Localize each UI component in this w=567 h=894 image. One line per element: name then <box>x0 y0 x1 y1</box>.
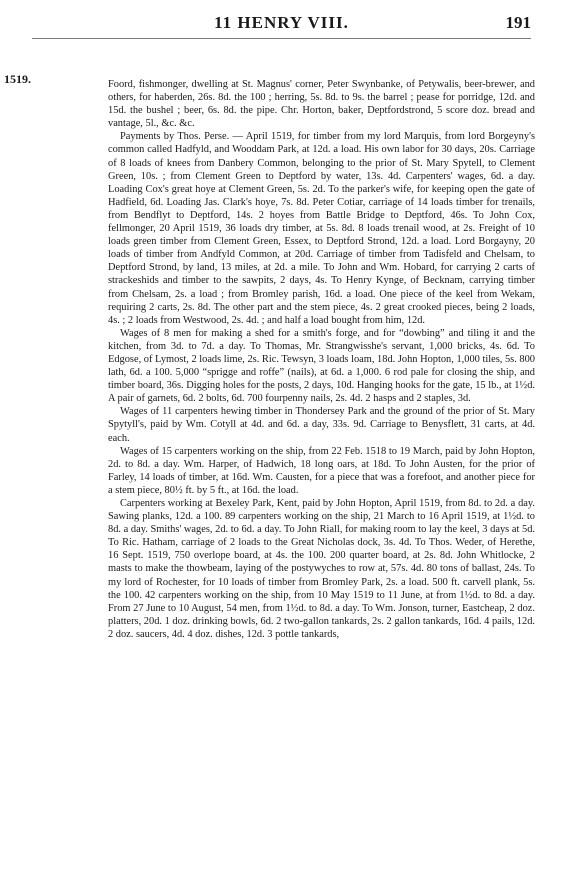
header-rule <box>32 38 531 39</box>
header-title: 11 HENRY VIII. <box>214 13 349 32</box>
page-number: 191 <box>505 13 531 32</box>
paragraph: Wages of 15 carpenters working on the ship, from 22 Feb. 1518 to 19 March, paid by John Hopton, 2d. to 8d. a day. Wm. Harper, of Hadwich, 18 long oars, at 18d. To John Austen, for the prior of Farley, 14 loads of timber, at 16d. Wm. Causten, for a piece that was a forefoot, and another piece for a stem piece, 80½ ft. by 5 ft., at 16d. the load. <box>108 445 535 496</box>
margin-year: 1519. <box>4 72 31 86</box>
document-body <box>108 78 535 641</box>
paragraph: Payments by Thos. Perse. — April 1519, for timber from my lord Marquis, from lord Borgeyny's common called Hadfyld, and Wooddam Park, at 12d. a load. His own labor for 30 days, 20s. Carriage of 8 loads of knees from Danbery Common, belonging to the prior of St. Mary Spytell, to Clement Green, 10s. ; from Clement Green to Deptford by water, 13s. 4d. Carpenters' wages, 6d. a day. Loading Cox's great hoye at Clement Green, 5s. 2d. To the parker's wife, for keeping open the gate of Hadfield, 6d. Loading Jas. Clark's hoye, 7s. 8d. Peter Cotiar, carriage of 14 loads timber for trenails, from Bendflyt to Deptford, 14s. 2 hoyes from Battle Bridge to Deptford, 46s. To John Cox, fellmonger, 20 April 1519, 36 loads dry timber, at 5s. 8d. 8 loads trenail wood, at 2s. Freight of 10 loads green timber from Clement Green, Essex, to Deptford Strond, 12d. a load. Lord Borgayny, 20 loads of timber from Andfyld Common, at 20d. Carriage of timber from Tadisfeld and Chelsam, to Deptford Strond, by land, 13 miles, at 2d. a mile. To John and Wm. Hobard, for carrying 2 carts of strackeshids and timber to the sawpits, 2 days, 4s. To Henry Kynge, of Becknam, carrying timber from Chelsam, 2s. a load ; from Bromley parish, 16d. a load. One piece of the keel from Wekam, requiring 2 carts, 2s. 8d. The other part and the stem piece, 4s. 2 great crooked pieces, being 2 loads, 4s. ; 2 loads from Westwood, 2s. 4d. ; and half a load bought from him, 12d. <box>108 131 535 326</box>
running-header <box>32 0 531 36</box>
paragraph: Carpenters working at Bexeley Park, Kent, paid by John Hopton, April 1519, from 8d. to 2d. a day. Sawing planks, 12d. a 100. 89 carpenters working on the ship, 21 March to 16 April 1519, at 1½d. to 8d. a day. Smiths' wages, 2d. to 6d. a day. To John Riall, for making room to lay the keel, 3 days at 5d. To Ric. Hatham, carriage of 2 loads to the Great Nicholas dock, 3s. 4d. To Thos. Weder, of Herethe, 16 Sept. 1519, 750 overlope board, at 4s. the 100. 200 quarter board, at 2s. 8d. John Whitlocke, 2 masts to make the thowbeam, laying of the postywyches to row at, 57s. 4d. 80 tons of ballast, 24s. To my lord of Rochester, for 10 loads of timber from Bromley Park, 2s. a load. 500 ft. carvell plank, 5s. the 100. 42 carpenters working on the ship, from 10 May 1519 to 11 June, at from 1½d. to 8d. a day. From 27 June to 10 August, 54 men, from 1½d. to 8d. a day. To Wm. Jonson, turner, Eastcheap, 2 doz. platters, 20d. 1 doz. drinking bowls, 6d. 2 two-gallon tankards, 2s. 2 gallon tankards, 16d. 4 pails, 12d. 2 doz. saucers, 4d. 4 doz. dishes, 12d. 3 pottle tankards, <box>108 498 535 640</box>
paragraph: Wages of 8 men for making a shed for a smith's forge, and for “dowbing” and tiling it and the kitchen, from 3d. to 7d. a day. To Thomas, Mr. Strangwisshe's servant, 1,000 bricks, 4s. 6d. To Edgose, of Lymost, 2 loads lime, 2s. Ric. Tewsyn, 3 loads loam, 18d. John Hopton, 1,000 tiles, 5s. 800 lath, 6d. a 100. 5,000 “sprigge and roffe” (nails), at 6d. a 1,000. 6 rod pale for closing the ship, and timber board, 36s. Digging holes for the posts, 2 days, 10d. Hanging hooks for the gate, 15 lb., at 1½d. A pair of garnets, 6d. 2 bolts, 6d. 700 fourpenny nails, 2s. 4d. 2 hasps and 2 staples, 3d. <box>108 327 535 405</box>
paragraph-continuation: Foord, fishmonger, dwelling at St. Magnus' corner, Peter Swynbanke, of Petywalis, beer-brewer, and others, for haberden, 26s. 8d. the 100 ; herring, 5s. 8d. to 9s. the barrel ; pease for porridge, 12d. and 15d. the bushel ; beer, 6s. 8d. the pipe. Chr. Horton, baker, Deptfordstrond, 5 score doz. bread and vantage, 5l., &c. &c. <box>108 79 535 130</box>
paragraph: Wages of 11 carpenters hewing timber in Thondersey Park and the ground of the prior of St. Mary Spytyll's, paid by Wm. Cotyll at 4d. and 6d. a day, 33s. 9d. Carriage to Benysflett, 31 carts, at 4d. each. <box>108 406 535 444</box>
